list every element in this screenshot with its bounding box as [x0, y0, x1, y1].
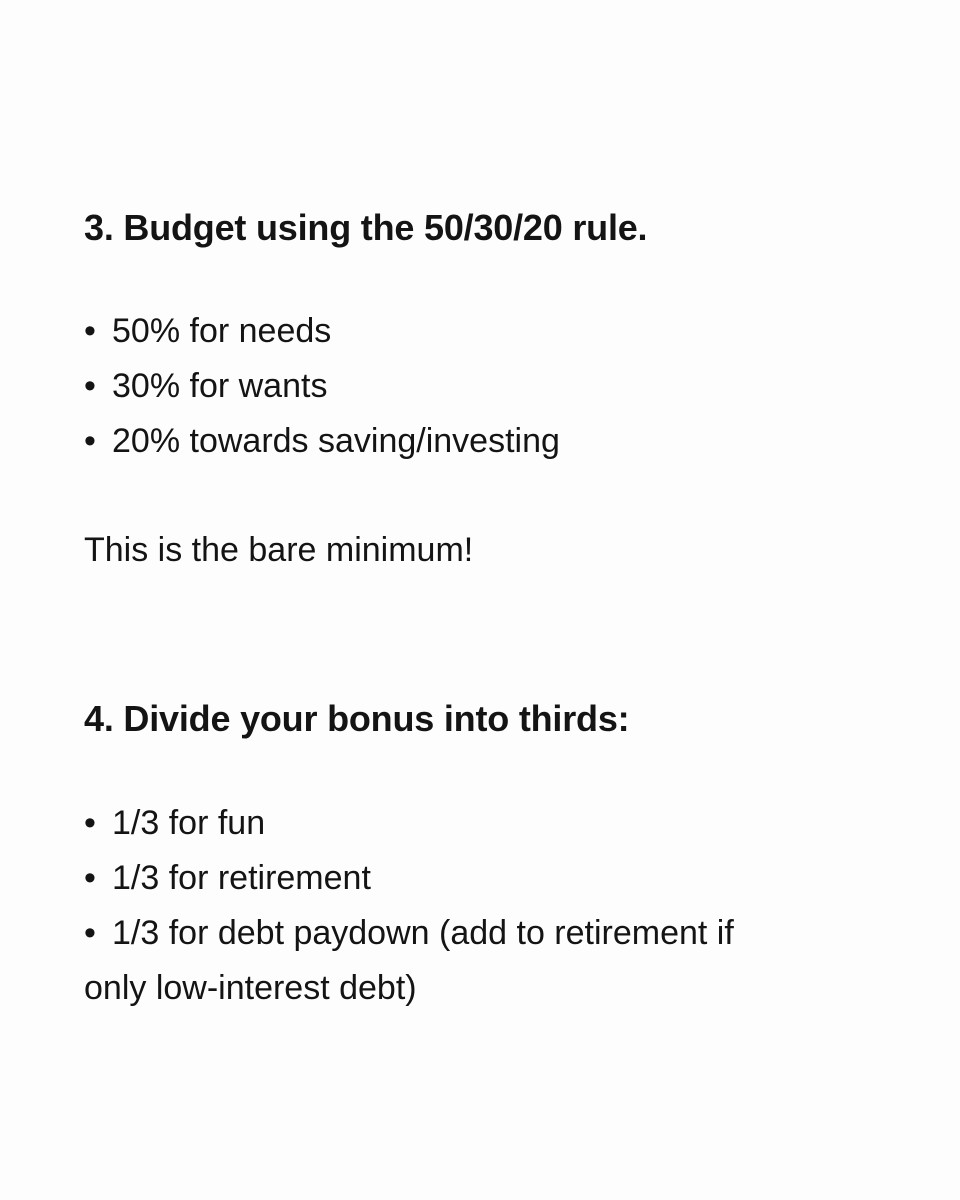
list-item-text: 50% for needs: [112, 312, 332, 350]
list-item-text: 1/3 for retirement: [112, 859, 371, 897]
list-item: [84, 796, 784, 851]
bullet-icon: •: [84, 367, 96, 405]
list-item-text: 30% for wants: [112, 367, 328, 405]
list-item-text: 20% towards saving/investing: [112, 422, 560, 460]
bullet-icon: •: [84, 859, 96, 897]
section-4-heading: 4. Divide your bonus into thirds:: [84, 698, 630, 739]
bullet-icon: •: [84, 312, 96, 350]
list-item-text: 1/3 for fun: [112, 804, 266, 842]
bullet-icon: •: [84, 914, 96, 952]
section-3-heading: 3. Budget using the 50/30/20 rule.: [84, 207, 648, 248]
list-item: [84, 304, 560, 359]
section-4-list: [84, 796, 784, 1016]
section-3-note: This is the bare minimum!: [84, 531, 474, 569]
bullet-icon: •: [84, 422, 96, 460]
list-item: [84, 414, 560, 469]
bullet-icon: •: [84, 804, 96, 842]
list-item: [84, 851, 784, 906]
list-item: [84, 906, 784, 1016]
section-3-list: [84, 304, 560, 469]
list-item: [84, 359, 560, 414]
list-item-text: 1/3 for debt paydown (add to retirement if only low-interest debt): [84, 914, 734, 1007]
